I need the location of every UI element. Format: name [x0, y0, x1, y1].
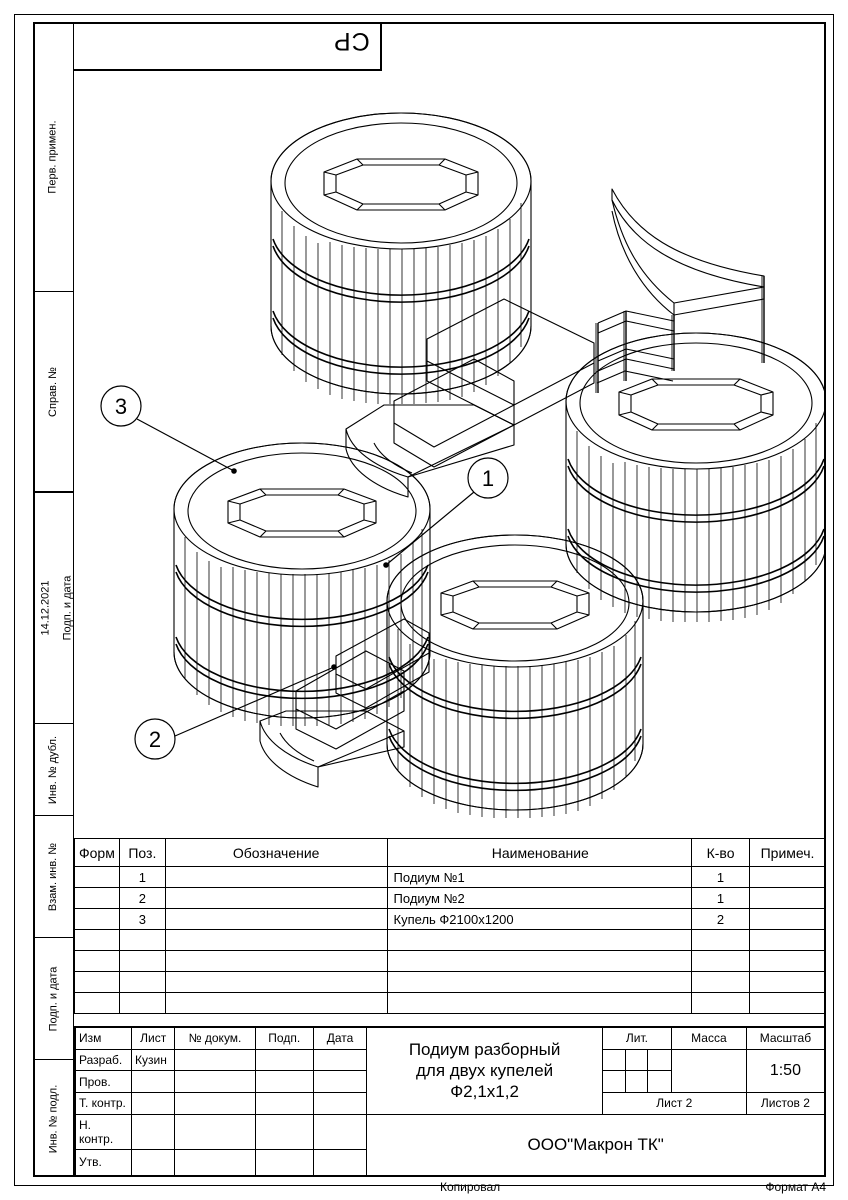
tb-dokum-5 [175, 1149, 255, 1175]
cell-form [75, 993, 120, 1014]
cell-oboz [165, 951, 387, 972]
tb-name-nkontr [132, 1114, 175, 1149]
cell-kvo [692, 951, 750, 972]
tb-col-dokum: № докум. [175, 1028, 255, 1050]
tb-dokum-2 [175, 1071, 255, 1093]
margin-label: Перв. примен. [47, 119, 60, 194]
callout-1 [384, 458, 508, 567]
tb-lit-label: Лит. [602, 1028, 671, 1050]
cell-poz [119, 951, 165, 972]
cell-naim [387, 993, 692, 1014]
title-line-3: Ф2,1х1,2 [450, 1082, 519, 1102]
cell-poz [119, 930, 165, 951]
tb-lit-c2 [648, 1071, 671, 1092]
tb-role-utv: Утв. [76, 1149, 132, 1175]
margin-label: Взам. инв. № [47, 842, 59, 911]
spec-header-prim: Примеч. [750, 839, 826, 867]
tb-name-prov [132, 1071, 175, 1093]
title-line-1: Подиум разборный [408, 1039, 561, 1059]
cell-form [75, 909, 120, 930]
podium-2-lower [260, 619, 429, 787]
tb-dokum-4 [175, 1114, 255, 1149]
cell-prim [750, 888, 826, 909]
cell-kvo [692, 972, 750, 993]
tb-list: Лист 2 [602, 1092, 746, 1114]
spec-header-row [75, 839, 826, 867]
tb-lit-cells [602, 1049, 671, 1071]
cell-poz: 2 [119, 888, 165, 909]
cell-oboz [165, 909, 387, 930]
tub-right [566, 333, 826, 622]
cell-form [75, 867, 120, 888]
margin-label: Инв. № подл. [47, 1084, 59, 1153]
drawing-title [367, 1028, 603, 1115]
cell-naim [387, 930, 692, 951]
cell-kvo [692, 930, 750, 951]
tb-lit-b [625, 1050, 648, 1071]
tb-name-razrab: Кузин [132, 1049, 175, 1071]
svg-text:1: 1 [481, 466, 495, 491]
tb-data-4 [313, 1114, 367, 1149]
tb-podp-3 [255, 1092, 313, 1114]
tb-lit-a [603, 1050, 626, 1071]
tb-role-tkontr: Т. контр. [76, 1092, 132, 1114]
cell-naim [387, 951, 692, 972]
organization-name: ООО"Макрон ТК" [367, 1114, 825, 1175]
cell-poz [119, 993, 165, 1014]
tb-masshtab-label: Масштаб [746, 1028, 824, 1050]
margin-date: 14.12.2021 [39, 579, 52, 636]
svg-text:2: 2 [148, 727, 162, 752]
specification-table [74, 838, 826, 1014]
tb-role-prov: Пров. [76, 1071, 132, 1093]
tb-dokum-3 [175, 1092, 255, 1114]
tb-lit-a2 [603, 1071, 626, 1092]
spec-header-form: Форм [75, 839, 120, 867]
cell-naim: Подиум №1 [387, 867, 692, 888]
table-row [75, 909, 826, 930]
footer-format-label: Формат А4 [765, 1180, 826, 1194]
cell-oboz [165, 972, 387, 993]
tb-lit-b2 [625, 1071, 648, 1092]
podium-1-upper [346, 299, 594, 497]
cell-prim [750, 930, 826, 951]
cell-kvo: 1 [692, 888, 750, 909]
cell-form [75, 930, 120, 951]
tb-col-data: Дата [313, 1028, 367, 1050]
cell-kvo: 1 [692, 867, 750, 888]
spec-header-naim: Наименование [387, 839, 692, 867]
margin-cell-inv-podl [33, 1060, 74, 1177]
cell-form [75, 972, 120, 993]
tb-lit-cells-2 [602, 1071, 671, 1093]
cell-form [75, 888, 120, 909]
table-row [75, 867, 826, 888]
title-line-2: для двух купелей [415, 1061, 554, 1081]
title-block [74, 1026, 826, 1177]
margin-cell-perv-primen [33, 22, 74, 292]
canopy-frame [596, 189, 764, 393]
tb-col-list: Лист [132, 1028, 175, 1050]
cell-oboz [165, 993, 387, 1014]
tb-data-5 [313, 1149, 367, 1175]
cell-prim [750, 972, 826, 993]
tb-listov: Листов 2 [746, 1092, 824, 1114]
tb-massa-value [672, 1049, 747, 1092]
tb-role-nkontr: Н. контр. [76, 1114, 132, 1149]
cell-prim [750, 867, 826, 888]
tb-col-podp: Подп. [255, 1028, 313, 1050]
table-row [75, 993, 826, 1014]
cell-naim: Купель Ф2100х1200 [387, 909, 692, 930]
cell-prim [750, 993, 826, 1014]
margin-cell-vzam-inv [33, 816, 74, 938]
tb-podp-2 [255, 1071, 313, 1093]
table-row [75, 972, 826, 993]
cell-oboz [165, 930, 387, 951]
margin-cell-podp-i-data-1 [33, 492, 74, 724]
margin-cell-inv-dubl [33, 724, 74, 816]
tb-dokum-1 [175, 1049, 255, 1071]
margin-label: Подп. и дата [47, 966, 60, 1031]
cell-prim [750, 909, 826, 930]
cell-oboz [165, 867, 387, 888]
cell-form [75, 951, 120, 972]
tb-lit-c [648, 1050, 671, 1071]
tb-name-utv [132, 1149, 175, 1175]
footer-copy-label: Копировал [440, 1180, 501, 1194]
table-row [75, 888, 826, 909]
tb-data-1 [313, 1049, 367, 1071]
tb-podp-4 [255, 1114, 313, 1149]
tb-name-tkontr [132, 1092, 175, 1114]
spec-header-poz: Поз. [119, 839, 165, 867]
cell-naim [387, 972, 692, 993]
tb-col-izm: Изм [76, 1028, 132, 1050]
margin-label: Инв. № дубл. [47, 735, 59, 804]
tb-podp-1 [255, 1049, 313, 1071]
cp-mark-label: CP [333, 27, 370, 55]
cell-poz: 1 [119, 867, 165, 888]
margin-label: Подп. и дата [61, 575, 74, 640]
spec-header-oboz: Обозначение [165, 839, 387, 867]
cell-naim: Подиум №2 [387, 888, 692, 909]
tb-data-3 [313, 1092, 367, 1114]
tub-top-left [271, 113, 531, 404]
cp-mark-box [74, 22, 382, 71]
margin-cell-podp-i-data-2 [33, 938, 74, 1060]
table-row [75, 951, 826, 972]
tb-massa-label: Масса [672, 1028, 747, 1050]
tb-role-razrab: Разраб. [76, 1049, 132, 1071]
margin-label: Справ. № [47, 366, 59, 417]
cell-prim [750, 951, 826, 972]
spec-header-kvo: К-во [692, 839, 750, 867]
cell-poz: 3 [119, 909, 165, 930]
tb-data-2 [313, 1071, 367, 1093]
callout-2 [135, 665, 336, 759]
margin-cell-sprav [33, 292, 74, 492]
cell-kvo: 2 [692, 909, 750, 930]
tb-podp-5 [255, 1149, 313, 1175]
cell-oboz [165, 888, 387, 909]
cell-poz [119, 972, 165, 993]
table-row [75, 930, 826, 951]
svg-text:3: 3 [114, 394, 128, 419]
cell-kvo [692, 993, 750, 1014]
tb-masshtab-value: 1:50 [746, 1049, 824, 1092]
isometric-assembly-drawing [74, 71, 826, 831]
